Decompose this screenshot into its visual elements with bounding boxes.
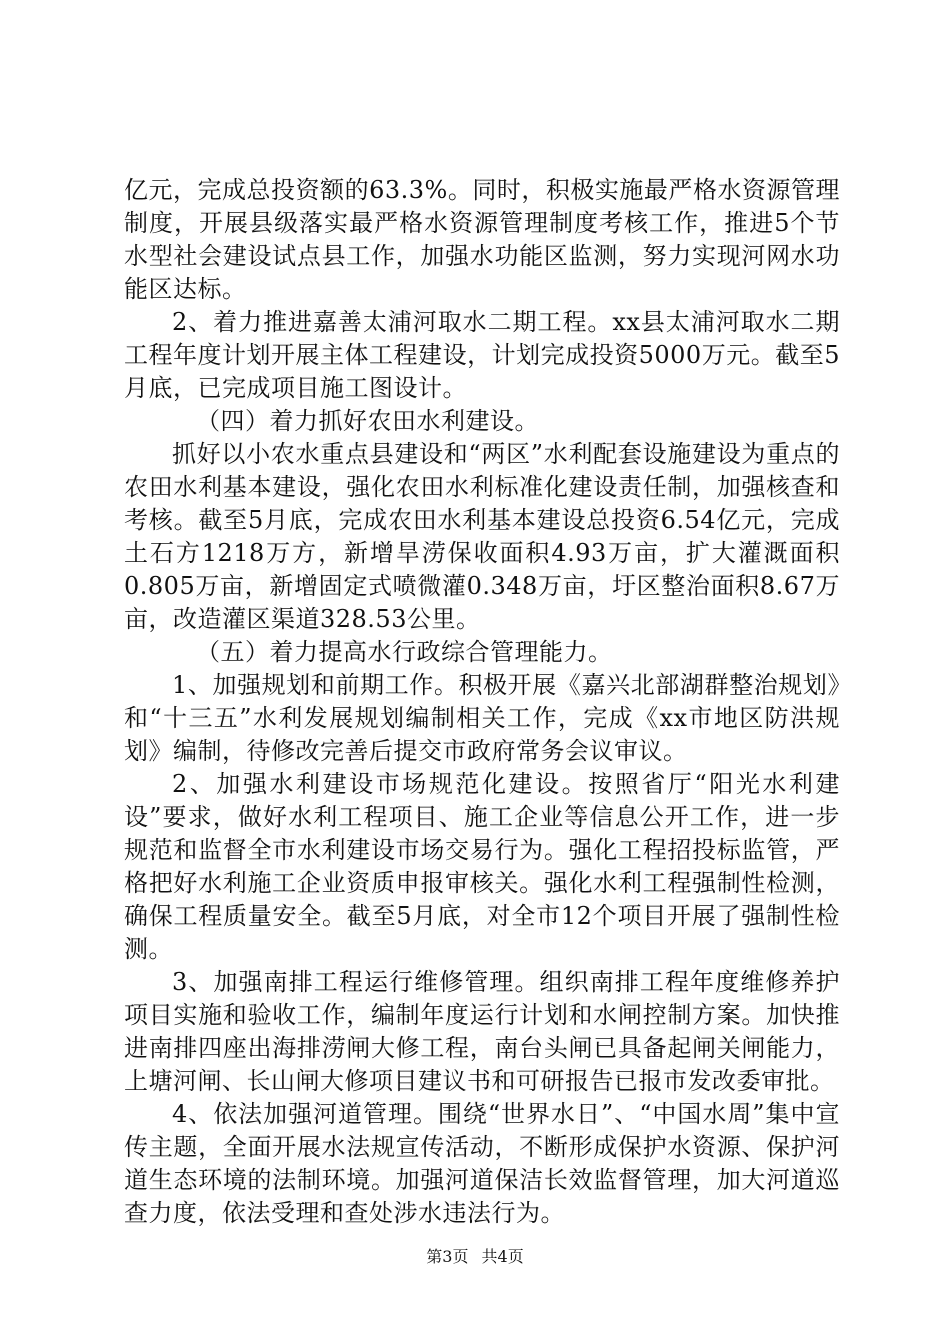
paragraph-item-3-maintenance: 3、加强南排工程运行维修管理。组织南排工程年度维修养护项目实施和验收工作，编制年度运行计划和水闸控制方案。加快推进南排四座出海排涝闸大修工程，南台头闸已具备起闸关闸能力，上塘河闸、长山闸大修项目建议书和可研报告已报市发改委审批。 <box>124 968 840 1095</box>
paragraph-item-1-planning: 1、加强规划和前期工作。积极开展《嘉兴北部湖群整治规划》和“十三五”水利发展规划编制相关工作，完成《xx市地区防洪规划》编制，待修改完善后提交市政府常务会议审议。 <box>124 671 840 765</box>
page-number: 第3页 <box>426 1247 469 1266</box>
paragraph-item-4-river: 4、依法加强河道管理。围绕“世界水日”、“中国水周”集中宣传主题，全面开展水法规宣传活动，不断形成保护水资源、保护河道生态环境的法制环境。加强河道保洁长效监督管理，加大河道巡查力度，依法受理和查处涉水违法行为。 <box>124 1100 840 1227</box>
page-total: 共4页 <box>481 1247 524 1266</box>
document-body <box>124 174 840 1230</box>
paragraph-item-2-market: 2、加强水利建设市场规范化建设。按照省厅“阳光水利建设”要求，做好水利工程项目、施工企业等信息公开工作，进一步规范和监督全市水利建设市场交易行为。强化工程招投标监管，严格把好水利施工企业资质申报审核关。强化水利工程强制性检测，确保工程质量安全。截至5月底，对全市12个项目开展了强制性检测。 <box>124 770 840 963</box>
page-footer <box>0 1244 950 1267</box>
section-heading-4: （四）着力抓好农田水利建设。 <box>196 407 539 435</box>
paragraph-item-2-intake: 2、着力推进嘉善太浦河取水二期工程。xx县太浦河取水二期工程年度计划开展主体工程建设，计划完成投资5000万元。截至5月底，已完成项目施工图设计。 <box>124 308 840 402</box>
paragraph-farmland: 抓好以小农水重点县建设和“两区”水利配套设施建设为重点的农田水利基本建设，强化农田水利标准化建设责任制，加强核查和考核。截至5月底，完成农田水利基本建设总投资6.54亿元，完成土石方1218万方，新增旱涝保收面积4.93万亩，扩大灌溉面积0.805万亩，新增固定式喷微灌0.348万亩，圩区整治面积8.67万亩，改造灌区渠道328.53公里。 <box>124 440 840 633</box>
paragraph-continuation: 亿元，完成总投资额的63.3%。同时，积极实施最严格水资源管理制度，开展县级落实最严格水资源管理制度考核工作，推进5个节水型社会建设试点县工作，加强水功能区监测，努力实现河网水功能区达标。 <box>124 176 840 303</box>
section-heading-5: （五）着力提高水行政综合管理能力。 <box>196 638 613 666</box>
